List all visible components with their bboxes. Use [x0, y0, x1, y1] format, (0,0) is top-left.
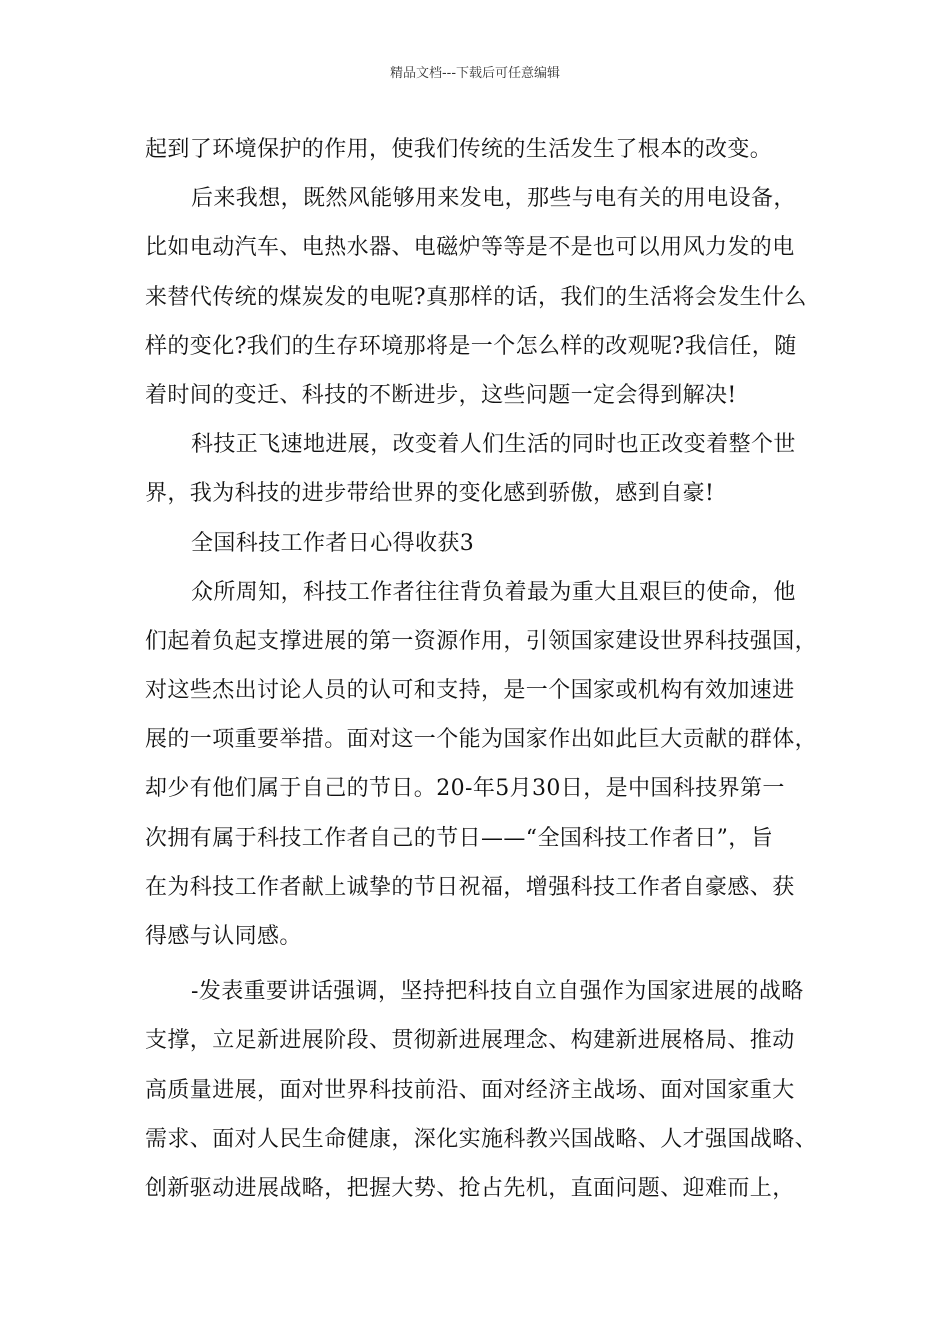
paragraph-start-line: 科技正飞速地进展，改变着人们生活的同时也正改变着整个世: [191, 432, 796, 458]
text-line: 对这些杰出讨论人员的认可和支持，是一个国家或机构有效加速进: [145, 678, 795, 704]
text-line: 次拥有属于科技工作者自己的节日——“全国科技工作者日”，旨: [145, 825, 774, 851]
paragraph-start-line: 后来我想，既然风能够用来发电，那些与电有关的用电设备，: [191, 186, 796, 212]
text-line: 们起着负起支撑进展的第一资源作用，引领国家建设世界科技强国，: [145, 628, 818, 654]
text-line: 样的变化?我们的生存环境那将是一个怎么样的改观呢?我信任，随: [145, 333, 797, 359]
paragraph-start-line: -发表重要讲话强调，坚持把科技自立自强作为国家进展的战略: [191, 979, 804, 1005]
text-line: 需求、面对人民生命健康，深化实施科教兴国战略、人才强国战略、: [145, 1126, 818, 1152]
paragraph-start-line: 众所周知，科技工作者往往背负着最为重大且艰巨的使命，他: [191, 579, 796, 605]
text-line: 来替代传统的煤炭发的电呢?真那样的话，我们的生活将会发生什么: [145, 284, 807, 310]
text-line: 得感与认同感。: [145, 924, 302, 949]
text-line: 界，我为科技的进步带给世界的变化感到骄傲，感到自豪!: [145, 481, 715, 507]
page-header: 精品文档---下载后可任意编辑: [389, 66, 561, 81]
text-line: 起到了环境保护的作用，使我们传统的生活发生了根本的改变。: [145, 137, 773, 162]
text-line: 创新驱动进展战略，把握大势、抢占先机，直面问题、迎难而上，: [145, 1175, 795, 1201]
body-text: [145, 130, 830, 1218]
text-line: 支撑，立足新进展阶段、贯彻新进展理念、构建新进展格局、推动: [145, 1028, 795, 1054]
text-line: 比如电动汽车、电热水器、电磁炉等等是不是也可以用风力发的电: [145, 235, 795, 261]
text-line: 却少有他们属于自己的节日。20-年5月30日，是中国科技界第一: [145, 776, 785, 802]
text-line: 在为科技工作者献上诚挚的节日祝福，增强科技工作者自豪感、获: [145, 874, 795, 900]
text-line: 高质量进展，面对世界科技前沿、面对经济主战场、面对国家重大: [145, 1077, 795, 1103]
section-heading: 全国科技工作者日心得收获3: [191, 530, 475, 556]
text-line: 展的一项重要举措。面对这一个能为国家作出如此巨大贡献的群体，: [145, 727, 818, 753]
text-line: 着时间的变迁、科技的不断进步，这些问题一定会得到解决!: [145, 382, 737, 408]
